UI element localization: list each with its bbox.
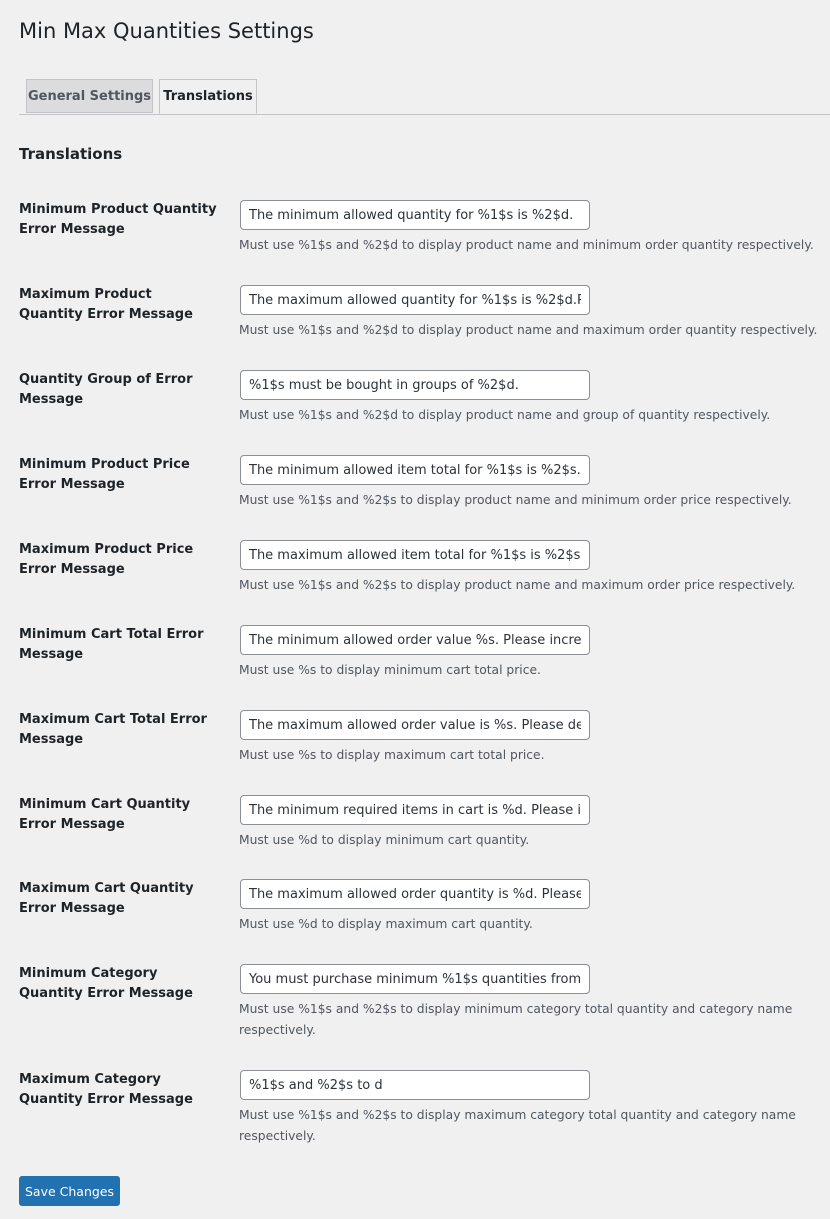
field-label: Maximum Category Quantity Error Message: [19, 1072, 193, 1107]
field-label: Maximum Cart Quantity Error Message: [19, 881, 194, 916]
field-description: Must use %d to display maximum cart quantity.: [239, 917, 533, 931]
quantity-group-message-input[interactable]: [240, 370, 590, 400]
max-cart-qty-message-input[interactable]: [240, 879, 590, 909]
field-description: Must use %1$s and %2$s to display maximum category total quantity and category name respectively.: [239, 1108, 796, 1143]
min-product-price-message-input[interactable]: [240, 455, 590, 485]
field-label: Maximum Cart Total Error Message: [19, 712, 207, 747]
tab-translations[interactable]: Translations: [159, 79, 257, 114]
field-description: Must use %d to display minimum cart quantity.: [239, 833, 530, 847]
field-label: Minimum Product Price Error Message: [19, 457, 190, 492]
field-description: Must use %1$s and %2$s to display product name and minimum order price respectively.: [239, 493, 792, 507]
min-cart-qty-message-input[interactable]: [240, 795, 590, 825]
field-description: Must use %s to display maximum cart total price.: [239, 748, 545, 762]
field-label: Minimum Cart Quantity Error Message: [19, 797, 191, 832]
field-label: Maximum Product Price Error Message: [19, 542, 194, 577]
tab-general-settings[interactable]: General Settings: [26, 79, 153, 113]
field-label: Minimum Product Quantity Error Message: [19, 202, 217, 237]
field-description: Must use %1$s and %2$d to display product name and minimum order quantity respectively.: [239, 238, 814, 252]
field-description: Must use %s to display minimum cart total price.: [239, 663, 541, 677]
min-product-qty-message-input[interactable]: [240, 200, 590, 230]
field-label: Minimum Category Quantity Error Message: [19, 966, 193, 1001]
max-product-price-message-input[interactable]: [240, 540, 590, 570]
field-label: Maximum Product Quantity Error Message: [19, 287, 193, 322]
save-changes-button[interactable]: Save Changes: [19, 1176, 120, 1206]
max-category-qty-message-input[interactable]: [240, 1070, 590, 1100]
page-title: Min Max Quantities Settings: [19, 19, 314, 43]
section-title: Translations: [19, 145, 123, 163]
field-description: Must use %1$s and %2$d to display product name and maximum order quantity respectively.: [239, 323, 818, 337]
field-description: Must use %1$s and %2$s to display minimum category total quantity and category name respectively.: [239, 1002, 793, 1037]
field-description: Must use %1$s and %2$s to display product name and maximum order price respectively.: [239, 578, 796, 592]
tab-bar: [19, 79, 830, 115]
max-product-qty-message-input[interactable]: [240, 285, 590, 315]
min-category-qty-message-input[interactable]: [240, 964, 590, 994]
field-label: Minimum Cart Total Error Message: [19, 627, 204, 662]
field-label: Quantity Group of Error Message: [19, 372, 193, 407]
min-cart-total-message-input[interactable]: [240, 625, 590, 655]
max-cart-total-message-input[interactable]: [240, 710, 590, 740]
field-description: Must use %1$s and %2$d to display product name and group of quantity respectively.: [239, 408, 771, 422]
